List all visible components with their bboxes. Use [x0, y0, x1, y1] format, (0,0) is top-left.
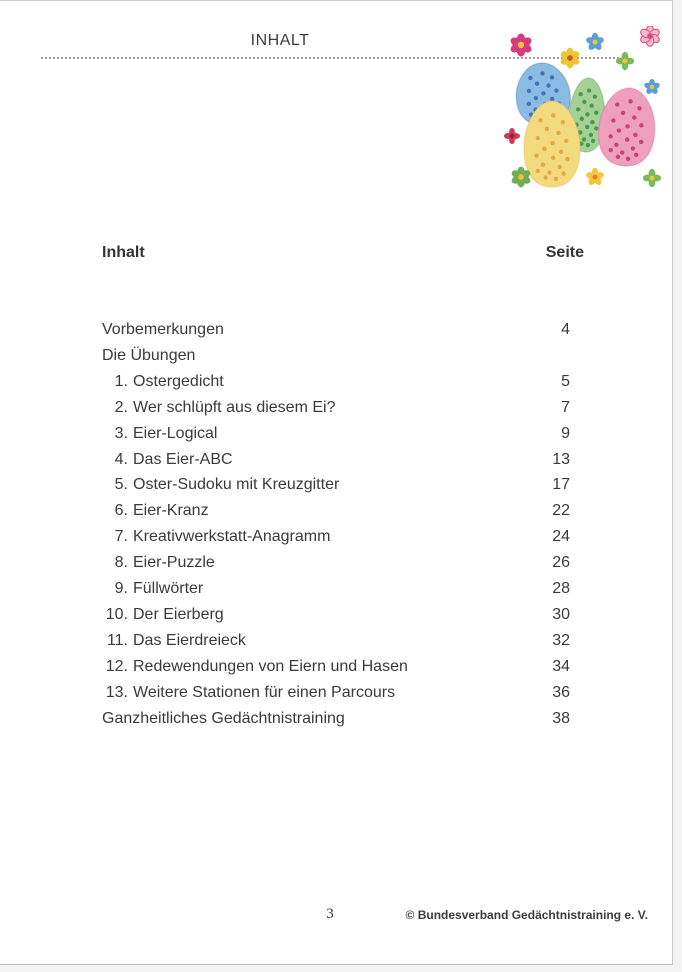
toc-item-label — [102, 472, 339, 498]
toc-item-title: Ostergedicht — [133, 372, 224, 390]
toc-item-number: 10. — [105, 605, 128, 623]
toc-item-label — [102, 317, 224, 343]
toc-item-number: 4. — [114, 450, 128, 468]
toc-item-title: Eier-Puzzle — [133, 554, 215, 572]
toc-item-title: Redewendungen von Eiern und Hasen — [133, 657, 408, 675]
toc-item-number: 3. — [114, 424, 128, 442]
toc-item-page: 9 — [561, 424, 570, 442]
toc-row — [102, 447, 570, 473]
toc-item-title: Das Eierdreieck — [133, 631, 246, 649]
toc-item-label — [102, 706, 345, 732]
toc-item-page: 4 — [561, 321, 570, 338]
toc-item-page: 36 — [552, 683, 570, 701]
toc-item-page: 26 — [552, 554, 570, 572]
easter-eggs-illustration — [495, 26, 673, 196]
toc-item-page: 32 — [552, 631, 570, 649]
toc-item-label — [102, 576, 203, 602]
toc-item-number: 6. — [114, 502, 128, 520]
toc-item-page: 7 — [561, 398, 570, 416]
toc-item-label — [102, 628, 246, 654]
page-title: INHALT — [250, 32, 310, 49]
toc-row — [102, 524, 570, 550]
toc-item-page: 24 — [552, 528, 570, 546]
footer-copyright: © Bundesverband Gedächtnistraining e. V. — [405, 908, 648, 922]
toc-item-label — [102, 447, 233, 473]
toc-item-page: 22 — [552, 502, 570, 520]
toc-item-title: Füllwörter — [133, 580, 204, 598]
toc-row — [102, 369, 570, 395]
toc-item-title: Die Übungen — [102, 346, 196, 364]
toc-row — [102, 498, 570, 524]
toc-item-page: 17 — [552, 476, 570, 494]
toc-item-label — [102, 550, 215, 576]
toc-item-number: 9. — [114, 580, 128, 598]
toc-item-label — [102, 369, 224, 395]
toc-row — [102, 602, 570, 628]
toc-item-page: 30 — [552, 605, 570, 623]
toc-item-title: Der Eierberg — [133, 605, 224, 623]
toc-item-title: Oster-Sudoku mit Kreuzgitter — [133, 476, 340, 494]
toc-item-label — [102, 602, 224, 628]
toc-item-label — [102, 343, 195, 369]
toc-item-label — [102, 498, 209, 524]
footer-page-number: 3 — [326, 906, 334, 922]
toc-row — [102, 576, 570, 602]
toc-item-number: 5. — [114, 476, 128, 494]
toc-row — [102, 421, 570, 447]
toc-item-title: Wer schlüpft aus diesem Ei? — [133, 398, 336, 416]
toc-item-number: 8. — [114, 554, 128, 572]
toc-item-label — [102, 524, 330, 550]
toc-row — [102, 343, 570, 369]
toc-row — [102, 550, 570, 576]
toc-item-page: 5 — [561, 372, 570, 390]
toc-item-label — [102, 421, 217, 447]
toc-item-number: 2. — [114, 398, 128, 416]
toc-item-title: Kreativwerkstatt-Anagramm — [133, 528, 331, 546]
toc-row — [102, 680, 570, 706]
toc-item-number: 1. — [114, 372, 128, 390]
toc-row — [102, 706, 570, 732]
toc-item-number: 13. — [105, 683, 128, 701]
toc-item-title: Eier-Kranz — [133, 502, 209, 520]
toc-row — [102, 395, 570, 421]
toc-item-number: 7. — [114, 528, 128, 546]
toc-row — [102, 472, 570, 498]
toc-page-header: Seite — [545, 244, 584, 261]
toc-row — [102, 317, 570, 343]
toc-item-label — [102, 680, 395, 706]
toc-item-page: 34 — [552, 657, 570, 675]
toc-row — [102, 628, 570, 654]
toc-item-page: 38 — [552, 709, 570, 727]
toc-item-number: 12. — [105, 657, 128, 675]
toc-column-headers — [102, 244, 584, 262]
toc-item-title: Weitere Stationen für einen Parcours — [133, 683, 396, 701]
toc-item-label — [102, 395, 335, 421]
toc-item-title: Das Eier-ABC — [133, 450, 233, 468]
toc-row — [102, 654, 570, 680]
toc-item-page: 28 — [552, 580, 570, 598]
toc-item-label — [102, 654, 408, 680]
toc-list — [102, 317, 570, 732]
toc-item-title: Eier-Logical — [133, 424, 218, 442]
toc-item-page: 13 — [552, 450, 570, 468]
toc-content-header: Inhalt — [102, 244, 145, 261]
toc-item-title: Ganzheitliches Gedächtnistraining — [102, 709, 345, 727]
toc-item-number: 11. — [106, 631, 128, 649]
toc-item-title: Vorbemerkungen — [102, 321, 224, 338]
easter-eggs-svg — [495, 26, 673, 196]
